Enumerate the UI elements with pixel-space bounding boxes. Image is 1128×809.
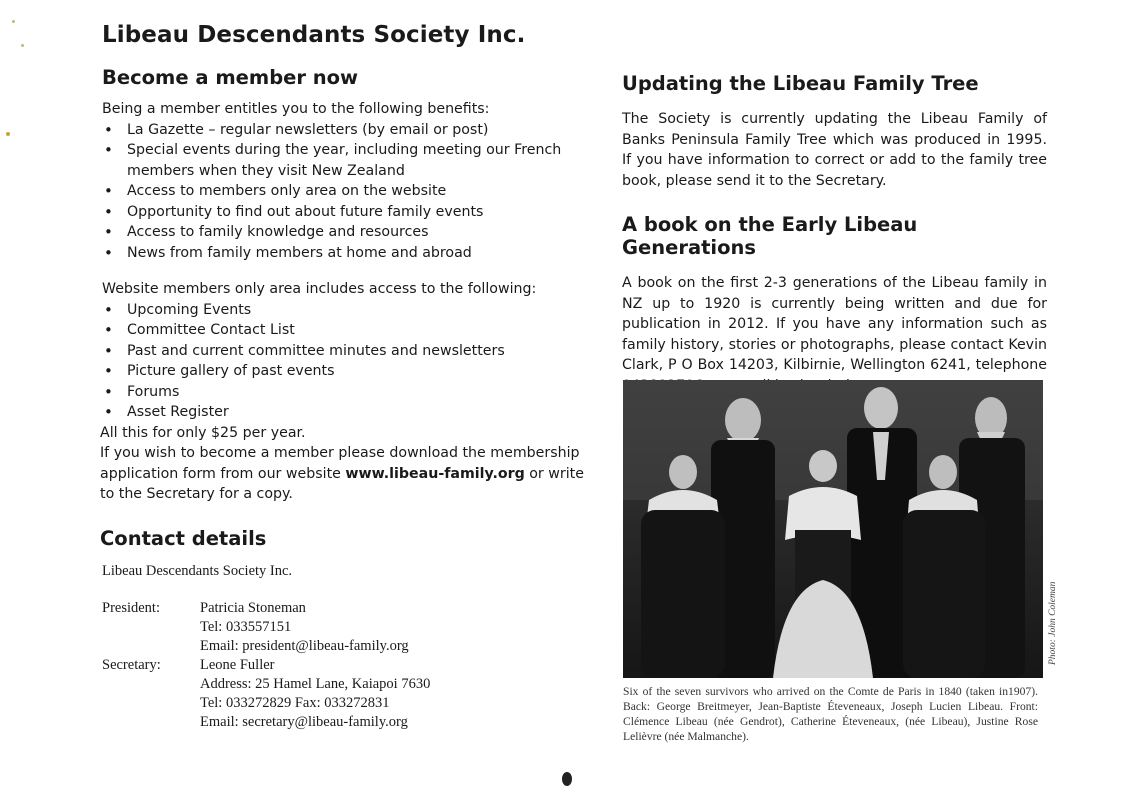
list-item: • News from family members at home and abroad <box>102 243 592 264</box>
benefits-list <box>102 120 592 264</box>
list-item: • Upcoming Events <box>102 300 592 321</box>
website-items-list <box>102 300 592 423</box>
list-item: • Past and current committee minutes and newsletters <box>102 341 592 362</box>
scan-speck <box>6 132 10 136</box>
book-heading: A book on the Early Libeau Generations <box>622 213 918 259</box>
left-column <box>102 22 592 732</box>
president-label: President: <box>102 599 160 616</box>
list-item: • Special events during the year, including meeting our French members when they visit New Zealand <box>102 140 592 181</box>
photo-caption: Six of the seven survivors who arrived on the Comte de Paris in 1840 (taken in1907). Back: George Breitmeyer, Jean-Baptiste Éteveneaux, Joseph Lucien Libeau. Front: Clémence Libeau (née Gendrot), Catherine Éteveneaux, (née Libeau), Justine Rose Lelièvre (née Malmanche). <box>623 685 1038 743</box>
tree-heading: Updating the Libeau Family Tree <box>622 72 979 95</box>
hole-punch-mark <box>562 772 572 786</box>
secretary-name: Leone Fuller <box>200 656 275 673</box>
list-item: • Opportunity to find out about future family events <box>102 202 592 223</box>
contact-grid <box>102 599 592 732</box>
list-item: • Forums <box>102 382 592 403</box>
secretary-tel: Tel: 033272829 Fax: 033272831 <box>200 694 390 711</box>
president-email[interactable]: Email: president@libeau-family.org <box>200 637 409 654</box>
family-photo <box>623 380 1043 678</box>
join-paragraph <box>100 443 592 505</box>
list-item: • Access to family knowledge and resources <box>102 222 592 243</box>
secretary-label: Secretary: <box>102 656 161 673</box>
contact-section <box>102 527 592 732</box>
tree-section <box>622 72 1047 191</box>
secretary-email[interactable]: Email: secretary@libeau-family.org <box>200 713 408 730</box>
list-item: • Access to members only area on the website <box>102 181 592 202</box>
list-item: • Committee Contact List <box>102 320 592 341</box>
page-title: Libeau Descendants Society Inc. <box>102 22 526 48</box>
list-item: • La Gazette – regular newsletters (by email or post) <box>102 120 592 141</box>
president-name: Patricia Stoneman <box>200 599 306 616</box>
book-body: A book on the first 2-3 generations of the Libeau family in NZ up to 1920 is currently being written and due for publication in 2012. If you have any information such as family history, stories or photographs, please contact Kevin Clark, P O Box 14203, Kilbirnie, Wellington 6241, telephone <box>622 275 1047 373</box>
website-link[interactable]: www.libeau-family.org <box>345 465 525 482</box>
tree-body: The Society is currently updating the Libeau Family of Banks Peninsula Family Tree which was produced in 1995. If you have information to correct or add to the family tree book, please send it to the Secretary. <box>622 111 1047 189</box>
secretary-details <box>200 656 592 732</box>
family-photo-illustration <box>623 380 1043 678</box>
scan-speck <box>21 44 24 47</box>
list-item: • Picture gallery of past events <box>102 361 592 382</box>
website-intro: Website members only area includes access to the following: <box>102 281 537 297</box>
contact-org: Libeau Descendants Society Inc. <box>102 562 293 579</box>
list-item: • Asset Register <box>102 402 592 423</box>
president-tel: Tel: 033557151 <box>200 618 292 635</box>
membership-section <box>102 66 592 505</box>
book-section <box>622 213 1047 396</box>
membership-intro: Being a member entitles you to the following benefits: <box>102 101 490 117</box>
price-line: All this for only $25 per year. <box>100 424 306 441</box>
photo-credit: Photo: John Coleman <box>1048 581 1058 665</box>
right-column <box>622 72 1047 396</box>
president-details <box>200 599 592 656</box>
join-text: If you wish to become a member please download the membership application form from our website <box>100 445 580 482</box>
join-text-end: or write to the Secretary for a copy. <box>100 465 584 502</box>
membership-heading: Become a member now <box>102 66 359 89</box>
secretary-address: Address: 25 Hamel Lane, Kaiapoi 7630 <box>200 675 431 692</box>
contact-heading: Contact details <box>100 526 267 550</box>
scan-speck <box>12 20 15 23</box>
